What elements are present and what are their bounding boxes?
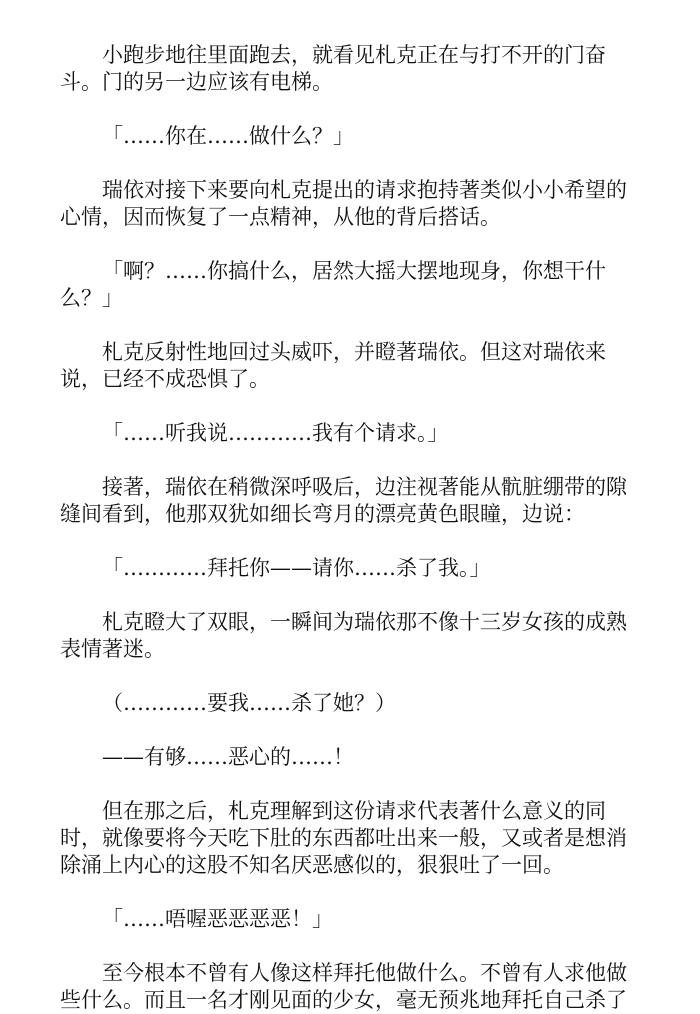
paragraph: 「……唔喔恶恶恶恶！」 xyxy=(102,907,333,931)
paragraph: 接著，瑞依在稍微深呼吸后，边注视著能从骯脏绷带的隙缝间看到，他那双犹如细长弯月的漂亮黄色眼瞳，边说： xyxy=(60,475,627,526)
paragraph: （…………要我……杀了她？） xyxy=(102,691,396,715)
paragraph: 瑞依对接下来要向札克提出的请求抱持著类似小小希望的心情，因而恢复了一点精神，从他的背后搭话。 xyxy=(60,178,627,229)
paragraph: 「…………拜托你——请你……杀了我。」 xyxy=(102,556,491,580)
paragraph: 「啊？……你搞什么，居然大摇大摆地现身，你想干什么？」 xyxy=(60,259,606,310)
paragraph: 但在那之后，札克理解到这份请求代表著什么意义的同时，就像要将今天吃下肚的东西都吐出来一般，又或者是想消除涌上内心的这股不知名厌恶感似的，狠狠吐了一回。 xyxy=(60,799,627,877)
page-text xyxy=(60,42,640,1014)
paragraph: 至今根本不曾有人像这样拜托他做什么。不曾有人求他做些什么。而且一名才刚见面的少女，毫无预兆地拜托自己杀了 xyxy=(60,961,627,1012)
paragraph: 「……听我说…………我有个请求。」 xyxy=(102,421,449,445)
paragraph: 札克反射性地回过头威吓，并瞪著瑞依。但这对瑞依来说，已经不成恐惧了。 xyxy=(60,340,606,391)
paragraph: 札克瞪大了双眼，一瞬间为瑞依那不像十三岁女孩的成熟表情著迷。 xyxy=(60,610,627,661)
paragraph: 「……你在……做什么？」 xyxy=(102,124,354,148)
paragraph: 小跑步地往里面跑去，就看见札克正在与打不开的门奋斗。门的另一边应该有电梯。 xyxy=(60,43,606,94)
paragraph: ——有够……恶心的……！ xyxy=(102,745,354,769)
